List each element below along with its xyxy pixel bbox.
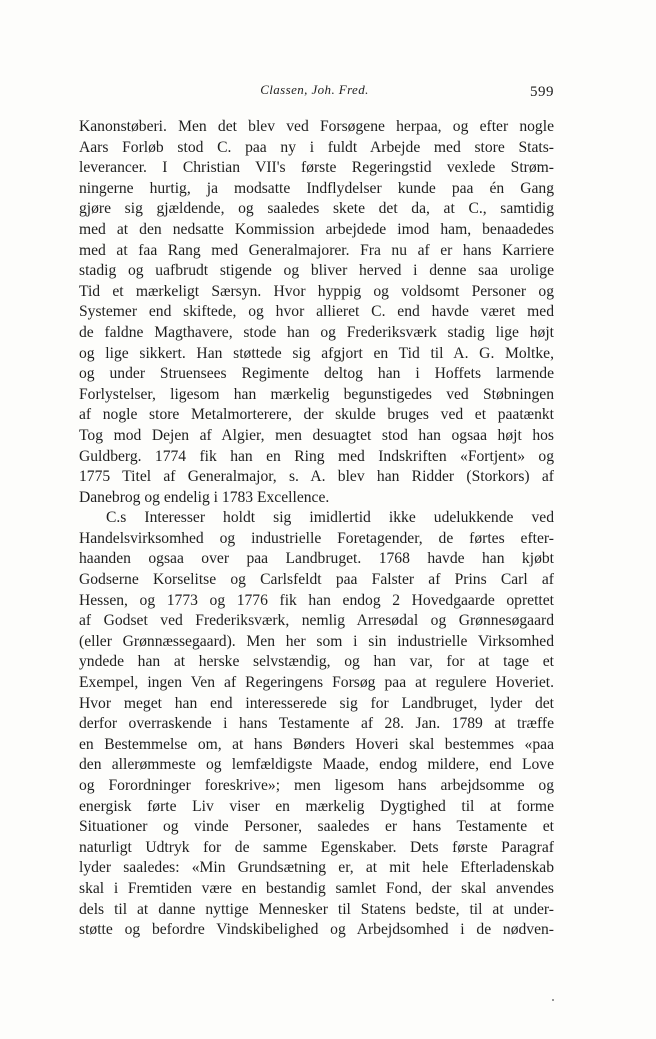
text-line: støtte og befordre Vindskibelighed og Arbejdsomhed i de nødven- [79, 921, 554, 939]
text-line: energisk førte Liv viser en mærkelig Dygtighed til at forme [79, 797, 554, 815]
text-line: Handelsvirksomhed og industrielle Foretagender, de førtes efter- [79, 529, 554, 547]
text-line: en Bestemmelse om, at hans Bønders Hoveri skal bestemmes «paa [79, 735, 554, 753]
text-line: Tog mod Dejen af Algier, men desuagtet stod han ogsaa højt hos [79, 426, 554, 444]
text-line: Godserne Korselitse og Carlsfeldt paa Falster af Prins Carl af [79, 571, 554, 589]
paragraph-first-line: C.s Interesser holdt sig imidlertid ikke udelukkende ved [106, 509, 554, 527]
text-line: dels til at danne nyttige Mennesker til Statens bedste, til at under- [79, 900, 554, 918]
text-line: naturligt Udtryk for de samme Egenskaber. Dets første Paragraf [79, 838, 554, 856]
text-line: med at faa Rang med Generalmajorer. Fra nu af er hans Karriere [79, 241, 554, 259]
text-line: haanden ogsaa over paa Landbruget. 1768 havde han kjøbt [79, 550, 554, 568]
body-text [79, 117, 554, 941]
text-line: skal i Fremtiden være en bestandig samlet Fond, der skal anvendes [79, 879, 554, 897]
text-line: 1775 Titel af Generalmajor, s. A. blev han Ridder (Storkors) af [79, 468, 554, 486]
text-line: og lige sikkert. Han støttede sig afgjort en Tid til A. G. Moltke, [79, 344, 554, 362]
text-line: Kanonstøberi. Men det blev ved Forsøgene herpaa, og efter nogle [79, 118, 554, 135]
text-line: den allerømmeste og lemfældigste Maade, endog mildere, end Love [79, 756, 554, 774]
text-line: Tid et mærkeligt Særsyn. Hvor hyppig og voldsomt Personer og [79, 282, 554, 300]
text-line: derfor overraskende i hans Testamente af 28. Jan. 1789 at træffe [79, 715, 554, 733]
text-line: Hessen, og 1773 og 1776 fik han endog 2 Hovedgaarde oprettet [79, 591, 554, 609]
text-line: Situationer og vinde Personer, saaledes er hans Testamente et [79, 818, 554, 836]
running-head [75, 82, 554, 104]
page-number: 599 [530, 84, 554, 100]
text-line: lyder saaledes: «Min Grundsætning er, at mit hele Efterladenskab [79, 859, 554, 877]
text-line: Aars Forløb stod C. paa ny i fuldt Arbejde med store Stats- [79, 138, 554, 156]
margin-mark [552, 999, 554, 1001]
text-line: Hvor meget han end interesserede sig for Landbruget, lyder det [79, 694, 554, 712]
text-line: og under Struensees Regimente deltog han i Hoffets larmende [79, 365, 554, 383]
text-line: af nogle store Metalmorterere, der skulde bruges ved et paatænkt [79, 406, 554, 424]
text-line: ningerne hurtig, ja modsatte Indflydelser kunde paa én Gang [79, 179, 554, 197]
text-line: Exempel, ingen Ven af Regeringens Forsøg paa at regulere Hoveriet. [79, 674, 554, 692]
text-line: med at den nedsatte Kommission arbejdede imod ham, benaadedes [79, 220, 554, 238]
text-line: de faldne Magthavere, stode han og Frederiksværk stadig lige højt [79, 323, 554, 341]
text-line: Guldberg. 1774 fik han en Ring med Indskriften «Fortjent» og [79, 447, 554, 465]
text-line: leverancer. I Christian VII's første Regeringstid vexlede Strøm- [79, 159, 554, 177]
text-line: Systemer end skiftede, og hvor allieret C. end havde været med [79, 303, 554, 321]
text-line: og Forordninger foreskrive»; men ligesom hans arbejdsomme og [79, 777, 554, 794]
text-line: yndede han at herske selvstændig, og han var, for at tage et [79, 653, 554, 671]
paragraph-end-line: Danebrog og endelig i 1783 Excellence. [79, 488, 330, 506]
text-line: gjøre sig gjældende, og saaledes skete det da, at C., samtidig [79, 200, 554, 218]
running-title: Classen, Joh. Fred. [260, 82, 369, 97]
text-line: stadig og uafbrudt stigende og bliver herved i denne saa urolige [79, 262, 554, 280]
text-line: Forlystelser, ligesom han mærkelig begunstigedes ved Støbningen [79, 385, 554, 403]
text-line: (eller Grønnæssegaard). Men her som i sin industrielle Virksomhed [79, 632, 554, 650]
text-line: af Godset ved Frederiksværk, nemlig Arresødal og Grønnesøgaard [79, 612, 554, 630]
